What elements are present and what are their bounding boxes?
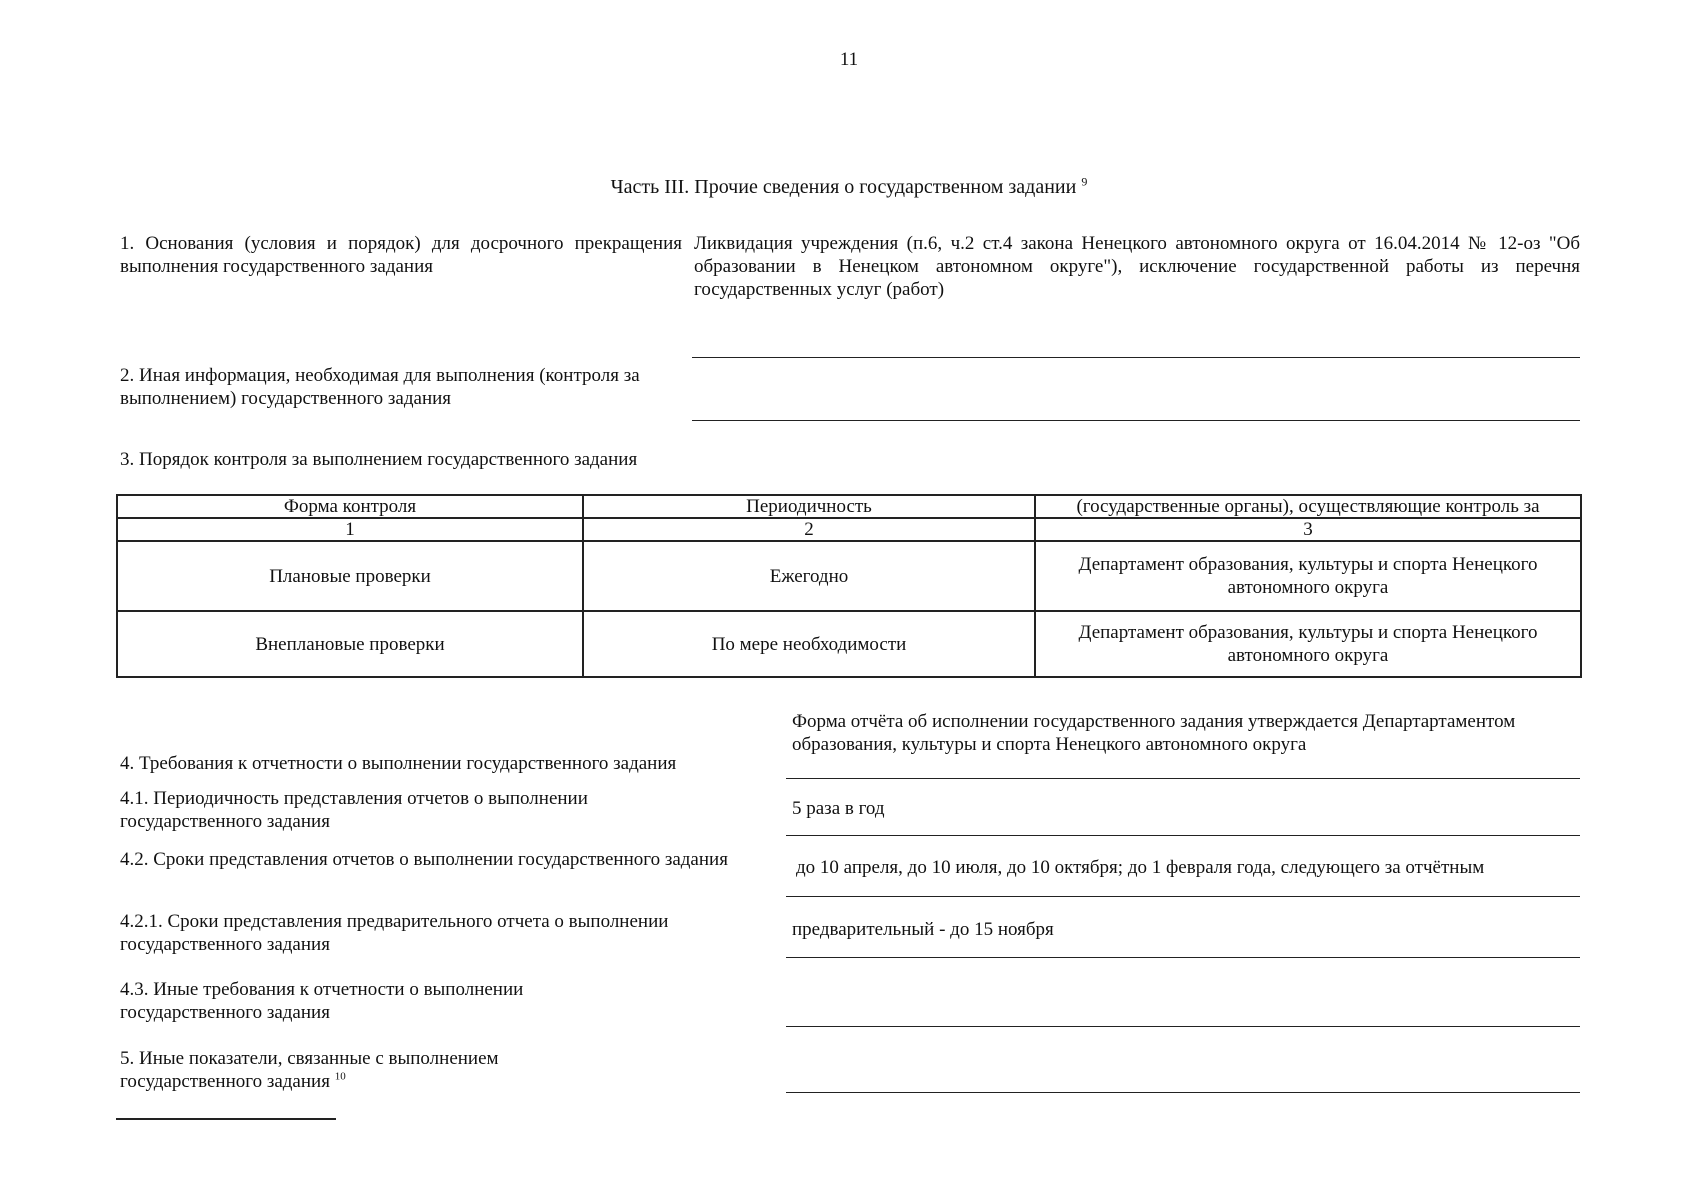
- title-footnote: 9: [1081, 174, 1088, 189]
- footnote-separator: [116, 1118, 336, 1120]
- cell-controller: Департамент образования, культуры и спорта Ненецкого автономного округа: [1035, 541, 1581, 611]
- section4-1-label: 4.1. Периодичность представления отчетов о выполнении государственного задания: [120, 788, 588, 832]
- column-number-2: 2: [583, 518, 1035, 541]
- cell-form: Внеплановые проверки: [117, 611, 583, 677]
- section4-2-line: [786, 896, 1580, 897]
- column-number-1: 1: [117, 518, 583, 541]
- section4-3-line: [786, 1026, 1580, 1027]
- section4-3-label: 4.3. Иные требования к отчетности о выполнении государственного задания: [120, 979, 524, 1023]
- section4-2-1-value: предварительный - до 15 ноября: [792, 919, 1054, 940]
- page-title: [0, 176, 1698, 199]
- table-row: [117, 541, 1581, 611]
- section2-line-bottom: [692, 420, 1580, 421]
- section4-2-1-label: 4.2.1. Сроки представления предварительного отчета о выполнении государственного задания: [120, 911, 669, 955]
- section4-value: Форма отчёта об исполнении государственного задания утверждается Департартаментом образования, культуры и спорта Ненецкого автономного округа: [792, 711, 1516, 755]
- control-table-header-row: [117, 495, 1581, 518]
- section4-2-1-line: [786, 957, 1580, 958]
- section1-label: 1. Основания (условия и порядок) для досрочного прекращения выполнения государственного задания: [120, 233, 682, 277]
- section5-line: [786, 1092, 1580, 1093]
- table-row: [117, 611, 1581, 677]
- section4-1-value: 5 раза в год: [792, 798, 885, 819]
- section5-label-text: 5. Иные показатели, связанные с выполнением государственного задания: [120, 1048, 499, 1092]
- section4-2-value: до 10 апреля, до 10 июля, до 10 октября; до 1 февраля года, следующего за отчётным: [796, 857, 1485, 878]
- section4-1-line: [786, 835, 1580, 836]
- control-table-number-row: [117, 518, 1581, 541]
- section2-line-top: [692, 357, 1580, 358]
- column-number-3: 3: [1035, 518, 1581, 541]
- header-form: Форма контроля: [117, 495, 583, 518]
- cell-periodicity: Ежегодно: [583, 541, 1035, 611]
- section2-label: 2. Иная информация, необходимая для выполнения (контроля за выполнением) государственного задания: [120, 365, 640, 409]
- cell-periodicity: По мере необходимости: [583, 611, 1035, 677]
- control-table: [116, 494, 1582, 678]
- section3-label: 3. Порядок контроля за выполнением государственного задания: [120, 449, 638, 470]
- page-number: 11: [839, 49, 859, 70]
- section1-value: Ликвидация учреждения (п.6, ч.2 ст.4 закона Ненецкого автономного округа от 16.04.2014 № 12-оз "Об образовании в Ненецком автономном округе"), исключение государственной работы из перечня государственных услуг (работ): [694, 233, 1580, 300]
- section4-label: 4. Требования к отчетности о выполнении государственного задания: [120, 753, 677, 774]
- section5-footnote: 10: [334, 1070, 346, 1083]
- cell-controller: Департамент образования, культуры и спорта Ненецкого автономного округа: [1035, 611, 1581, 677]
- section5-label: [120, 1047, 600, 1093]
- section4-2-label: 4.2. Сроки представления отчетов о выполнении государственного задания: [120, 849, 728, 870]
- header-controllers: (государственные органы), осуществляющие контроль за: [1035, 495, 1581, 518]
- header-periodicity: Периодичность: [583, 495, 1035, 518]
- section4-line: [786, 778, 1580, 779]
- cell-form: Плановые проверки: [117, 541, 583, 611]
- title-text: Часть III. Прочие сведения о государственном задании: [610, 176, 1077, 198]
